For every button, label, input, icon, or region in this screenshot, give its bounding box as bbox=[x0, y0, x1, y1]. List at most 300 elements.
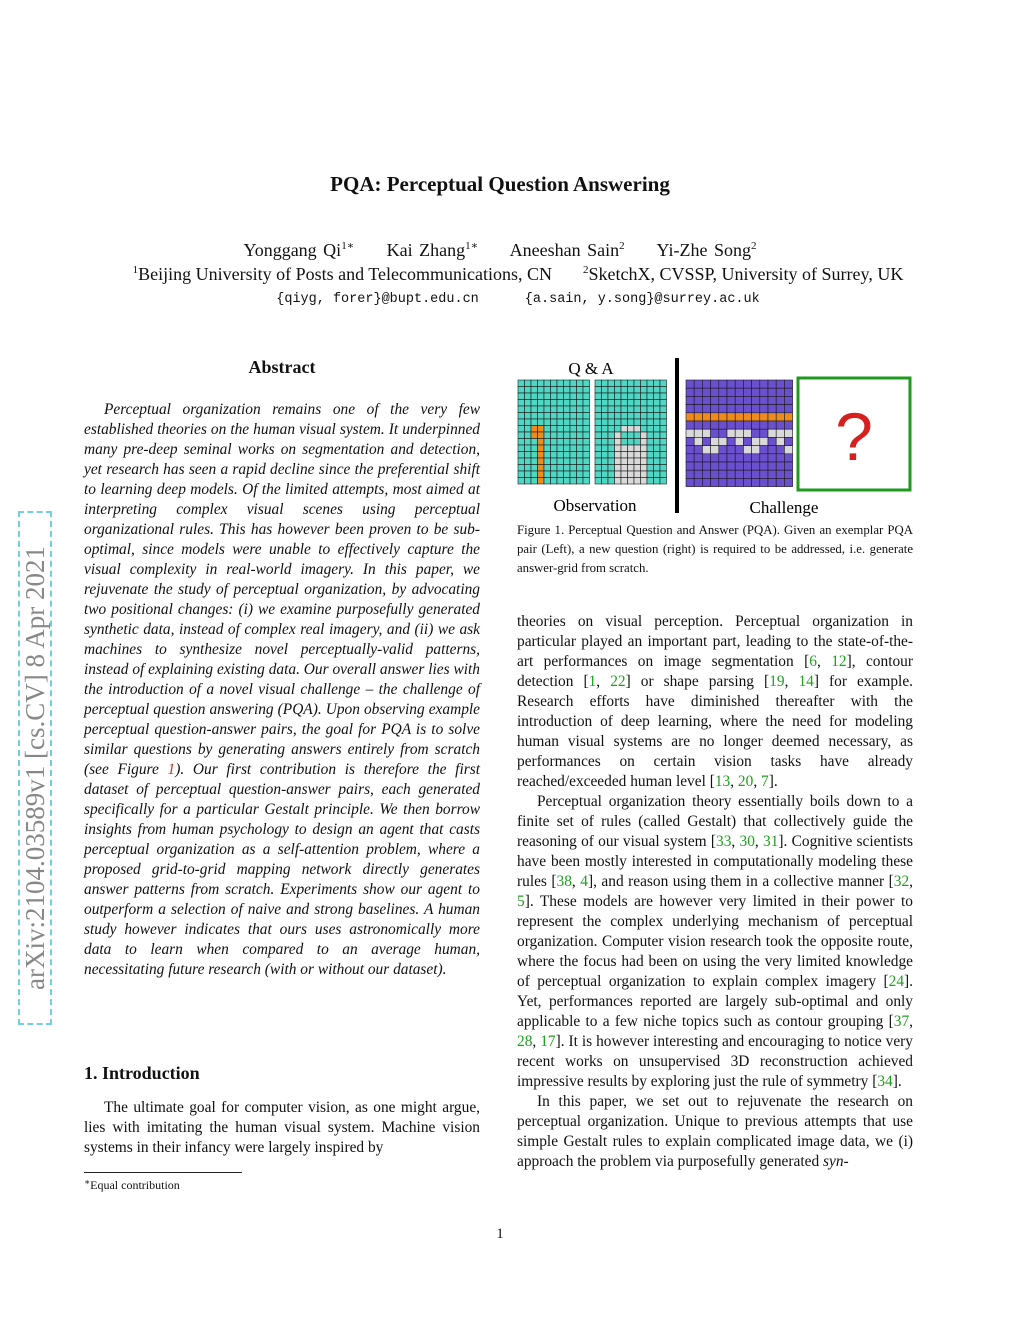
grid-cell bbox=[577, 452, 584, 459]
question-mark: ? bbox=[835, 399, 873, 475]
grid-cell bbox=[544, 445, 551, 452]
grid-cell bbox=[577, 393, 584, 400]
citation-link[interactable]: 37 bbox=[893, 1013, 910, 1030]
grid-cell bbox=[595, 400, 602, 407]
grid-cell bbox=[570, 380, 577, 387]
grid-cell bbox=[735, 454, 743, 462]
grid-cell bbox=[760, 470, 768, 478]
grid-cell bbox=[525, 452, 532, 459]
author-sup: 1∗ bbox=[341, 240, 355, 252]
grid-cell bbox=[577, 458, 584, 465]
grid-cell bbox=[577, 445, 584, 452]
grid-cell bbox=[660, 452, 667, 459]
citation-link[interactable]: 38 bbox=[556, 873, 572, 890]
grid-cell bbox=[719, 462, 727, 470]
grid-cell bbox=[518, 478, 525, 485]
grid-cell bbox=[647, 445, 654, 452]
intro-text: The ultimate goal for computer vision, as one might argue, lies with imitating the human visual system. Machine vision systems in their infancy were largely inspired by bbox=[84, 1099, 480, 1156]
grid-cell bbox=[702, 405, 710, 413]
grid-cell bbox=[776, 462, 784, 470]
grid-cell bbox=[694, 454, 702, 462]
grid-cell bbox=[538, 439, 545, 446]
grid-cell bbox=[634, 458, 641, 465]
grid-cell bbox=[647, 432, 654, 439]
grid-cell bbox=[628, 452, 635, 459]
citation-link[interactable]: 14 bbox=[798, 673, 814, 690]
grid-cell bbox=[735, 470, 743, 478]
citation-link[interactable]: 24 bbox=[888, 973, 905, 990]
grid-cell bbox=[621, 452, 628, 459]
grid-cell bbox=[641, 380, 648, 387]
grid-cell bbox=[760, 437, 768, 445]
grid-cell bbox=[602, 471, 609, 478]
grid-cell bbox=[557, 406, 564, 413]
grid-cell bbox=[615, 432, 622, 439]
grid-cell bbox=[538, 406, 545, 413]
citation-link[interactable]: 5 bbox=[517, 893, 525, 910]
grid-cell bbox=[760, 388, 768, 396]
citation-link[interactable]: 13 bbox=[714, 773, 731, 790]
grid-cell bbox=[727, 405, 735, 413]
grid-cell bbox=[628, 465, 635, 472]
grid-cell bbox=[583, 439, 590, 446]
grid-cell bbox=[686, 462, 694, 470]
grid-cell bbox=[768, 396, 776, 404]
grid-cell bbox=[595, 419, 602, 426]
grid-cell bbox=[719, 437, 727, 445]
grid-cell bbox=[518, 387, 525, 394]
grid-cell bbox=[743, 405, 751, 413]
grid-cell bbox=[544, 432, 551, 439]
grid-cell bbox=[595, 439, 602, 446]
grid-cell bbox=[544, 439, 551, 446]
grid-cell bbox=[634, 471, 641, 478]
grid-cell bbox=[686, 446, 694, 454]
grid-cell bbox=[544, 419, 551, 426]
grid-cell bbox=[654, 465, 661, 472]
grid-cell bbox=[694, 429, 702, 437]
author-sup: 1∗ bbox=[465, 240, 479, 252]
email: {qiyg, forer}@bupt.edu.cn bbox=[276, 292, 479, 307]
grid-cell bbox=[743, 429, 751, 437]
grid-cell bbox=[641, 406, 648, 413]
grid-cell bbox=[768, 437, 776, 445]
grid-cell bbox=[621, 471, 628, 478]
grid-cell bbox=[628, 458, 635, 465]
grid-cell bbox=[544, 393, 551, 400]
grid-cell bbox=[615, 445, 622, 452]
grid-cell bbox=[776, 396, 784, 404]
grid-cell bbox=[602, 465, 609, 472]
grid-cell bbox=[634, 465, 641, 472]
paragraph-text: ]. These models are however very limited in their power to represent the complex underlying mechanism of perceptual organization. Computer vision research took the opposite route, where the focus had been on using the very limited knowledge of perceptual organization to explain complex imagery [ bbox=[517, 893, 913, 990]
grid-cell bbox=[647, 458, 654, 465]
author-list bbox=[0, 240, 1000, 261]
grid-cell bbox=[634, 400, 641, 407]
grid-cell bbox=[641, 471, 648, 478]
grid-cell bbox=[621, 478, 628, 485]
grid-cell bbox=[768, 462, 776, 470]
grid-cell bbox=[595, 458, 602, 465]
citation-link[interactable]: 19 bbox=[769, 673, 785, 690]
grid-cell bbox=[711, 413, 719, 421]
footnote bbox=[84, 1178, 180, 1193]
grid-cell bbox=[654, 380, 661, 387]
citation-link[interactable]: 34 bbox=[877, 1073, 893, 1090]
grid-cell bbox=[551, 400, 558, 407]
grid-cell bbox=[602, 387, 609, 394]
grid-cell bbox=[525, 471, 532, 478]
paragraph bbox=[517, 612, 913, 792]
grid-cell bbox=[768, 454, 776, 462]
grid-cell bbox=[727, 429, 735, 437]
abstract-heading: Abstract bbox=[248, 357, 316, 377]
grid-cell bbox=[686, 437, 694, 445]
grid-cell bbox=[752, 413, 760, 421]
grid-cell bbox=[628, 406, 635, 413]
grid-cell bbox=[608, 445, 615, 452]
grid-cell bbox=[544, 426, 551, 433]
grid-cell bbox=[752, 405, 760, 413]
grid-cell bbox=[551, 387, 558, 394]
grid-cell bbox=[784, 470, 792, 478]
grid-cell bbox=[557, 478, 564, 485]
grid-cell bbox=[577, 465, 584, 472]
grid-cell bbox=[518, 393, 525, 400]
citation-link[interactable]: 30 bbox=[739, 833, 755, 850]
grid-cell bbox=[641, 400, 648, 407]
grid-cell bbox=[641, 387, 648, 394]
grid-cell bbox=[564, 458, 571, 465]
grid-cell bbox=[538, 419, 545, 426]
citation-link[interactable]: 12 bbox=[831, 653, 847, 670]
grid-cell bbox=[711, 470, 719, 478]
divider-bar bbox=[675, 358, 679, 513]
grid-cell bbox=[628, 380, 635, 387]
grid-cell bbox=[760, 454, 768, 462]
grid-cell bbox=[768, 478, 776, 486]
grid-cell bbox=[752, 470, 760, 478]
grid-cell bbox=[615, 393, 622, 400]
grid-cell bbox=[602, 452, 609, 459]
author-name: Kai Zhang bbox=[386, 240, 466, 260]
grid-cell bbox=[570, 458, 577, 465]
grid-cell bbox=[564, 471, 571, 478]
grid-cell bbox=[727, 413, 735, 421]
grid-cell bbox=[551, 465, 558, 472]
grid-cell bbox=[628, 439, 635, 446]
grid-cell bbox=[735, 413, 743, 421]
grid-cell bbox=[544, 478, 551, 485]
grid-cell bbox=[647, 387, 654, 394]
grid-cell bbox=[615, 406, 622, 413]
grid-cell bbox=[784, 413, 792, 421]
grid-cell bbox=[702, 446, 710, 454]
grid-cell bbox=[628, 419, 635, 426]
grid-cell bbox=[583, 413, 590, 420]
grid-cell bbox=[743, 437, 751, 445]
grid-cell bbox=[595, 432, 602, 439]
grid-cell bbox=[702, 429, 710, 437]
grid-cell bbox=[654, 406, 661, 413]
right-column bbox=[517, 612, 913, 1172]
grid-cell bbox=[711, 478, 719, 486]
paragraph-text: , bbox=[816, 653, 832, 670]
paragraph-text: ]. Yet, performances reported are largely sub-optimal and only applicable to a few niche topics such as contour grouping [ bbox=[517, 973, 913, 1030]
grid-cell bbox=[719, 478, 727, 486]
citation-link[interactable]: 1 bbox=[588, 673, 597, 690]
grid-cell bbox=[518, 380, 525, 387]
grid-cell bbox=[557, 432, 564, 439]
grid-cell bbox=[583, 406, 590, 413]
grid-cell bbox=[621, 393, 628, 400]
grid-cell bbox=[602, 478, 609, 485]
paragraph-text: Perceptual organization theory essentially boils down to a finite set of rules (called Gestalt) that collectively guide the reasoning of our visual system [ bbox=[517, 793, 913, 850]
citation-link[interactable]: 6 bbox=[809, 653, 817, 670]
paragraph-text: ] or shape parsing [ bbox=[625, 673, 770, 690]
grid-cell bbox=[615, 471, 622, 478]
citation-link[interactable]: 7 bbox=[761, 773, 769, 790]
grid-cell bbox=[538, 413, 545, 420]
grid-cell bbox=[621, 445, 628, 452]
grid-cell bbox=[776, 478, 784, 486]
grid-cell bbox=[615, 452, 622, 459]
grid-cell bbox=[647, 419, 654, 426]
grid-cell bbox=[768, 380, 776, 388]
citation-link[interactable]: 31 bbox=[763, 833, 779, 850]
grid-cell bbox=[760, 478, 768, 486]
author-sup: 2 bbox=[750, 240, 757, 252]
grid-cell bbox=[647, 471, 654, 478]
grid-cell bbox=[628, 471, 635, 478]
grid-cell bbox=[518, 452, 525, 459]
grid-cell bbox=[634, 439, 641, 446]
grid-cell bbox=[719, 405, 727, 413]
paragraph-text: ]. bbox=[892, 1073, 902, 1090]
citation-link[interactable]: 33 bbox=[716, 833, 732, 850]
grid-cell bbox=[570, 393, 577, 400]
grid-cell bbox=[525, 387, 532, 394]
citation-link[interactable]: 32 bbox=[893, 873, 910, 890]
grid-cell bbox=[608, 452, 615, 459]
grid-cell bbox=[583, 387, 590, 394]
grid-cell bbox=[595, 413, 602, 420]
grid-cell bbox=[760, 421, 768, 429]
grid-cell bbox=[654, 445, 661, 452]
grid-cell bbox=[711, 380, 719, 388]
grid-cell bbox=[602, 458, 609, 465]
observation-answer-grid bbox=[595, 380, 667, 484]
grid-cell bbox=[694, 388, 702, 396]
grid-cell bbox=[702, 413, 710, 421]
grid-cell bbox=[735, 396, 743, 404]
grid-cell bbox=[702, 421, 710, 429]
grid-cell bbox=[660, 478, 667, 485]
grid-cell bbox=[564, 439, 571, 446]
grid-cell bbox=[727, 446, 735, 454]
grid-cell bbox=[525, 406, 532, 413]
grid-cell bbox=[776, 388, 784, 396]
grid-cell bbox=[719, 396, 727, 404]
paragraph-text: , bbox=[909, 1013, 913, 1030]
grid-cell bbox=[628, 400, 635, 407]
grid-cell bbox=[776, 454, 784, 462]
grid-cell bbox=[608, 393, 615, 400]
grid-cell bbox=[538, 400, 545, 407]
grid-cell bbox=[621, 380, 628, 387]
citation-link[interactable]: 4 bbox=[580, 873, 588, 890]
grid-cell bbox=[735, 437, 743, 445]
grid-cell bbox=[694, 396, 702, 404]
grid-cell bbox=[551, 426, 558, 433]
grid-cell bbox=[531, 445, 538, 452]
grid-cell bbox=[518, 471, 525, 478]
grid-cell bbox=[702, 437, 710, 445]
grid-cell bbox=[784, 454, 792, 462]
grid-cell bbox=[621, 413, 628, 420]
grid-cell bbox=[615, 426, 622, 433]
grid-cell bbox=[634, 445, 641, 452]
grid-cell bbox=[694, 446, 702, 454]
grid-cell bbox=[544, 387, 551, 394]
grid-cell bbox=[531, 413, 538, 420]
grid-cell bbox=[634, 406, 641, 413]
grid-cell bbox=[711, 396, 719, 404]
grid-cell bbox=[628, 432, 635, 439]
grid-cell bbox=[628, 387, 635, 394]
grid-cell bbox=[660, 471, 667, 478]
grid-cell bbox=[595, 393, 602, 400]
grid-cell bbox=[577, 439, 584, 446]
grid-cell bbox=[518, 406, 525, 413]
email: {a.sain, y.song}@surrey.ac.uk bbox=[524, 292, 760, 307]
grid-cell bbox=[583, 432, 590, 439]
grid-cell bbox=[694, 437, 702, 445]
grid-cell bbox=[525, 432, 532, 439]
grid-cell bbox=[647, 452, 654, 459]
grid-cell bbox=[686, 388, 694, 396]
grid-cell bbox=[577, 478, 584, 485]
grid-cell bbox=[719, 446, 727, 454]
grid-cell bbox=[727, 478, 735, 486]
intro-body bbox=[84, 1098, 480, 1158]
grid-cell bbox=[621, 426, 628, 433]
grid-cell bbox=[557, 419, 564, 426]
grid-cell bbox=[551, 406, 558, 413]
grid-cell bbox=[641, 439, 648, 446]
grid-cell bbox=[647, 478, 654, 485]
author-sup: 2 bbox=[619, 240, 625, 252]
grid-cell bbox=[776, 446, 784, 454]
grid-cell bbox=[727, 396, 735, 404]
paragraph-text: ]. bbox=[768, 773, 778, 790]
grid-cell bbox=[602, 445, 609, 452]
citation-link[interactable]: 20 bbox=[737, 773, 754, 790]
grid-cell bbox=[743, 446, 751, 454]
grid-cell bbox=[694, 470, 702, 478]
grid-cell bbox=[538, 471, 545, 478]
grid-cell bbox=[727, 437, 735, 445]
grid-cell bbox=[694, 380, 702, 388]
citation-link[interactable]: 28 bbox=[517, 1033, 533, 1050]
grid-cell bbox=[784, 437, 792, 445]
grid-cell bbox=[577, 471, 584, 478]
citation-link[interactable]: 22 bbox=[610, 673, 626, 690]
paragraph-text: , bbox=[532, 1033, 541, 1050]
grid-cell bbox=[570, 432, 577, 439]
grid-cell bbox=[608, 406, 615, 413]
grid-cell bbox=[551, 478, 558, 485]
grid-cell bbox=[760, 462, 768, 470]
grid-cell bbox=[531, 419, 538, 426]
grid-cell bbox=[776, 421, 784, 429]
paragraph-text: , bbox=[909, 873, 913, 890]
grid-cell bbox=[564, 426, 571, 433]
grid-cell bbox=[776, 413, 784, 421]
grid-cell bbox=[760, 396, 768, 404]
grid-cell bbox=[557, 445, 564, 452]
grid-cell bbox=[608, 439, 615, 446]
grid-cell bbox=[615, 387, 622, 394]
grid-cell bbox=[602, 439, 609, 446]
grid-cell bbox=[752, 454, 760, 462]
grid-cell bbox=[518, 400, 525, 407]
grid-cell bbox=[602, 380, 609, 387]
grid-cell bbox=[660, 387, 667, 394]
citation-link[interactable]: 17 bbox=[540, 1033, 556, 1050]
grid-cell bbox=[702, 396, 710, 404]
grid-cell bbox=[595, 426, 602, 433]
grid-cell bbox=[557, 439, 564, 446]
grid-cell bbox=[784, 396, 792, 404]
grid-cell bbox=[768, 405, 776, 413]
grid-cell bbox=[551, 458, 558, 465]
grid-cell bbox=[577, 413, 584, 420]
grid-cell bbox=[628, 393, 635, 400]
grid-cell bbox=[608, 380, 615, 387]
grid-cell bbox=[531, 400, 538, 407]
grid-cell bbox=[557, 400, 564, 407]
grid-cell bbox=[583, 478, 590, 485]
grid-cell bbox=[551, 432, 558, 439]
footnote-mark: ∗ bbox=[84, 1177, 91, 1187]
observation-label: Observation bbox=[553, 496, 637, 515]
grid-cell bbox=[784, 388, 792, 396]
grid-cell bbox=[752, 396, 760, 404]
grid-cell bbox=[719, 380, 727, 388]
grid-cell bbox=[621, 465, 628, 472]
grid-cell bbox=[608, 478, 615, 485]
grid-cell bbox=[784, 421, 792, 429]
grid-cell bbox=[583, 471, 590, 478]
grid-cell bbox=[686, 429, 694, 437]
figure-link[interactable]: 1 bbox=[167, 761, 176, 778]
grid-cell bbox=[538, 445, 545, 452]
paragraph bbox=[517, 1092, 913, 1172]
grid-cell bbox=[595, 465, 602, 472]
grid-cell bbox=[544, 452, 551, 459]
grid-cell bbox=[525, 478, 532, 485]
grid-cell bbox=[654, 452, 661, 459]
grid-cell bbox=[768, 470, 776, 478]
grid-cell bbox=[660, 419, 667, 426]
grid-cell bbox=[634, 413, 641, 420]
grid-cell bbox=[570, 426, 577, 433]
grid-cell bbox=[628, 478, 635, 485]
grid-cell bbox=[608, 458, 615, 465]
grid-cell bbox=[570, 439, 577, 446]
affiliation: SketchX, CVSSP, University of Surrey, UK bbox=[588, 264, 904, 284]
